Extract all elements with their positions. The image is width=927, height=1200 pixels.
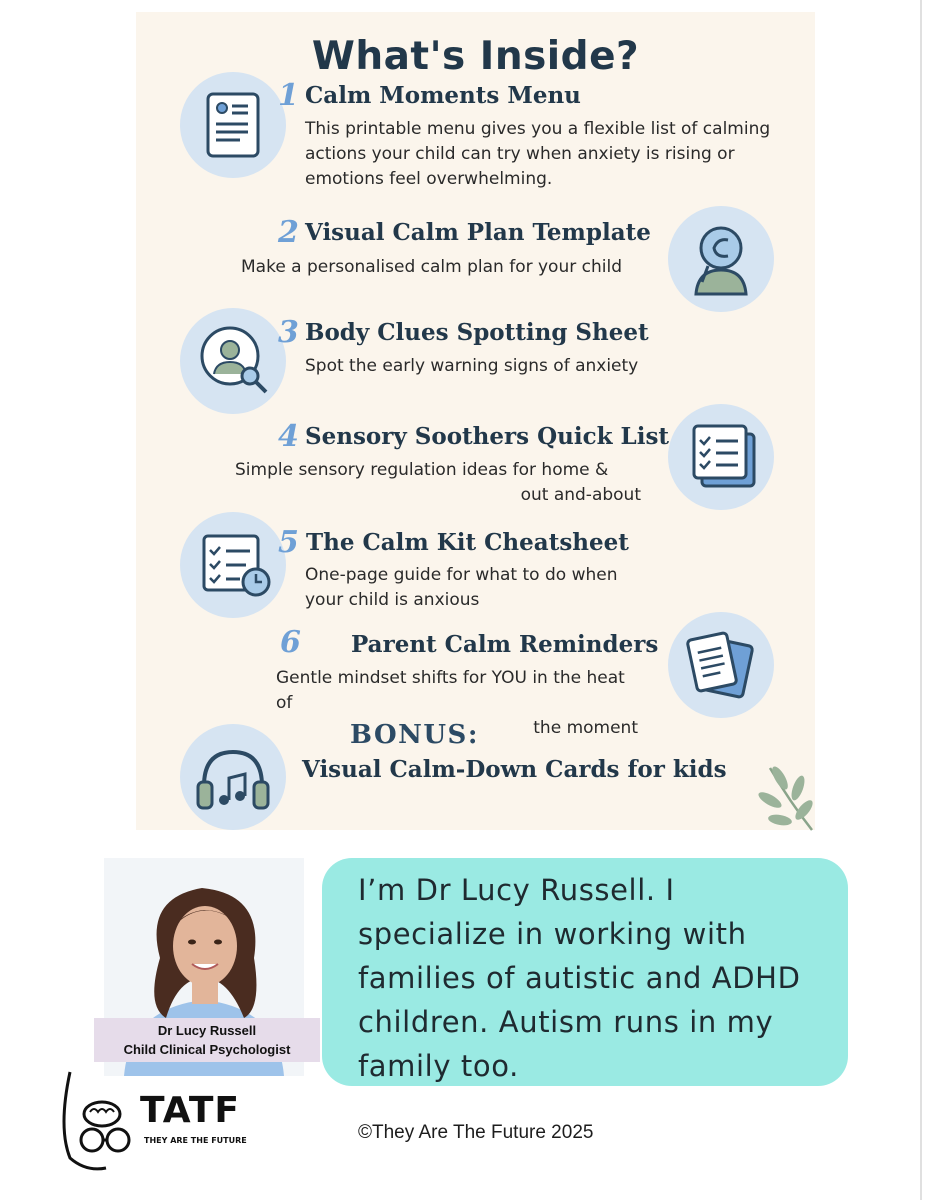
document-icon bbox=[180, 72, 286, 178]
page-title: What's Inside? bbox=[311, 34, 640, 79]
profile-role: Child Clinical Psychologist bbox=[123, 1042, 291, 1057]
bonus-label: BONUS: bbox=[350, 720, 479, 750]
item-number: 3 bbox=[278, 315, 299, 350]
item-desc-line: actions your child can try when anxiety is rising or bbox=[305, 144, 735, 164]
logo-subtitle: THEY ARE THE FUTURE bbox=[144, 1136, 247, 1145]
bio-bubble bbox=[322, 858, 848, 1086]
papers-icon bbox=[668, 612, 774, 718]
item-title: Body Clues Spotting Sheet bbox=[305, 319, 649, 346]
headphones-icon bbox=[180, 724, 286, 830]
bio-line: specialize in working with bbox=[358, 917, 747, 951]
page-edge bbox=[920, 0, 922, 1200]
logo-text: TATF bbox=[140, 1090, 240, 1131]
item-title: Visual Calm Plan Template bbox=[305, 219, 651, 246]
item-desc-line: the moment bbox=[533, 718, 638, 738]
item-desc-line: Gentle mindset shifts for YOU in the heat of bbox=[276, 668, 625, 713]
item-number: 1 bbox=[278, 78, 299, 113]
profile-name: Dr Lucy Russell bbox=[157, 1023, 257, 1038]
checklist-icon bbox=[668, 404, 774, 510]
item-title: Sensory Soothers Quick List bbox=[305, 423, 670, 450]
item-desc-line: Simple sensory regulation ideas for home & bbox=[235, 460, 609, 480]
item-desc-line: emotions feel overwhelming. bbox=[305, 169, 553, 189]
item-number: 4 bbox=[278, 419, 299, 454]
bio-line: I’m Dr Lucy Russell. I bbox=[358, 873, 675, 907]
child-profile-icon bbox=[668, 206, 774, 312]
copyright-text: ©They Are The Future 2025 bbox=[358, 1122, 594, 1143]
bio-line: families of autistic and ADHD bbox=[358, 961, 801, 995]
contents-panel bbox=[136, 12, 815, 830]
item-desc-line: your child is anxious bbox=[305, 590, 480, 610]
item-number: 6 bbox=[280, 625, 301, 660]
item-desc-line: Spot the early warning signs of anxiety bbox=[305, 356, 639, 376]
item-desc-line: out and-about bbox=[520, 485, 641, 505]
profile-caption bbox=[94, 1018, 320, 1062]
leaf-sprig-icon bbox=[740, 762, 820, 834]
checklist-clock-icon bbox=[180, 512, 286, 618]
item-title: The Calm Kit Cheatsheet bbox=[306, 529, 629, 556]
item-number: 2 bbox=[278, 215, 299, 250]
item-title: Calm Moments Menu bbox=[305, 82, 581, 109]
item-number: 5 bbox=[278, 525, 299, 560]
item-desc-line: Make a personalised calm plan for your child bbox=[241, 257, 622, 277]
item-title: Parent Calm Reminders bbox=[351, 631, 659, 658]
item-desc-line: One-page guide for what to do when bbox=[305, 565, 618, 585]
magnifier-person-icon bbox=[180, 308, 286, 414]
bonus-title: Visual Calm-Down Cards for kids bbox=[302, 756, 727, 783]
item-desc-line: This printable menu gives you a flexible list of calming bbox=[305, 119, 771, 139]
bio-line: family too. bbox=[358, 1049, 519, 1083]
bio-line: children. Autism runs in my bbox=[358, 1005, 774, 1039]
